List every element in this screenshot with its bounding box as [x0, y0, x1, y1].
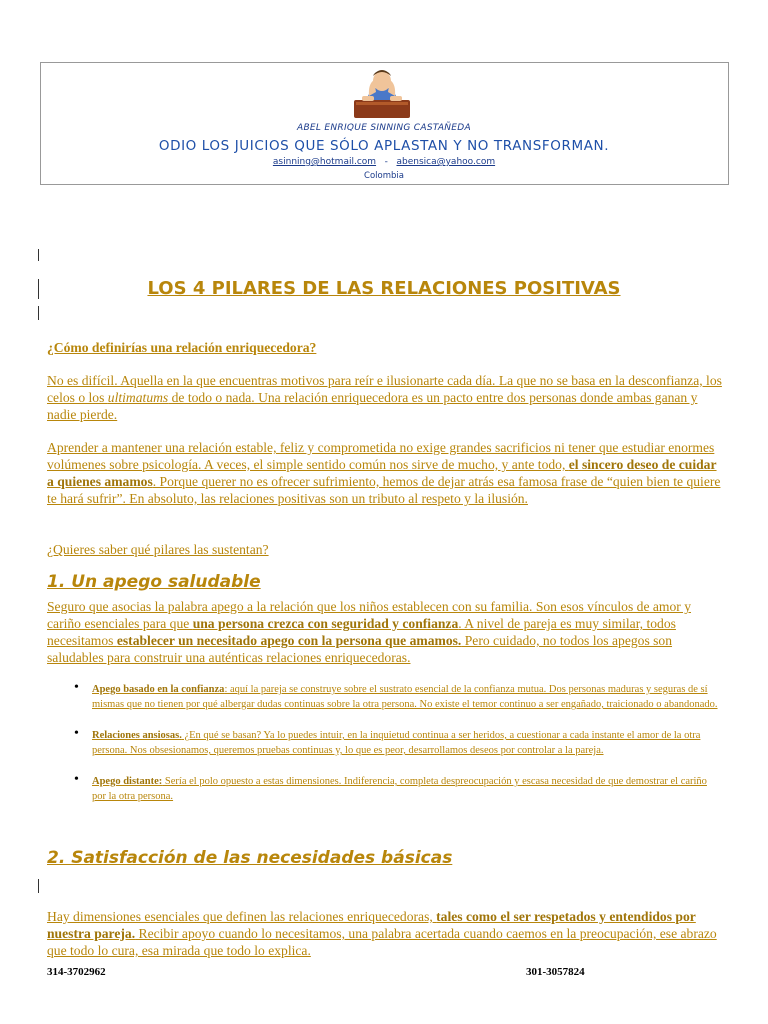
- author-motto: ODIO LOS JUICIOS QUE SÓLO APLASTAN Y NO TRANSFORMAN.: [158, 138, 610, 154]
- section-heading-healthy-attachment: 1. Un apego saludable: [47, 572, 261, 592]
- attachment-types-list: [60, 682, 720, 820]
- contact-emails: [0, 157, 768, 167]
- section-heading-basic-needs: 2. Satisfacción de las necesidades básicas: [47, 848, 453, 868]
- email-link-yahoo[interactable]: abensica@yahoo.com: [396, 157, 496, 167]
- footer-phone-left: 314-3702962: [47, 966, 106, 978]
- email-separator: -: [384, 157, 388, 167]
- paragraph-attachment: Seguro que asocias la palabra apego a la relación que los niños establecen con su familia. Son esos vínculos de amor y cariño esenciales para que una persona crezca con seguridad y confianza. A nivel de pareja es muy similar, todos necesitamos establecer un necesitado apego con la persona que amamos. Pero cuidado, no todos los apegos son saludables para construir una auténticas relaciones enriquecedoras.: [47, 599, 691, 665]
- list-item: • Apego basado en la confianza: aquí la pareja se construye sobre el sustrato esencial de la confianza mutua. Dos personas maduras y seguras de sí mismas que no tienen por qué albergar dudas continuas sobre la otra persona. No existe el temor continuo a ser engañado, traicionado o abandonado.: [60, 682, 720, 712]
- author-name: ABEL ENRIQUE SINNING CASTAÑEDA: [297, 123, 471, 133]
- text-cursor-mark: [38, 279, 39, 299]
- footer-phone-right: 301-3057824: [526, 966, 585, 978]
- list-item: • Relaciones ansiosas. ¿En qué se basan? Ya lo puedes intuir, en la inquietud continua a ser heridos, a cuestionar a cada instante el amor de la otra persona. Nos obsesionamos, queremos pruebas continuas y, lo que es peor, desarrollamos deseos por controlar a la pareja.: [60, 728, 720, 758]
- worried-man-icon: [352, 66, 412, 120]
- country-label: Colombia: [364, 171, 404, 181]
- text-cursor-mark: [38, 249, 39, 261]
- text-cursor-mark: [38, 879, 39, 893]
- text-cursor-mark: [38, 306, 39, 320]
- question-pillars: ¿Quieres saber qué pilares las sustentan?: [47, 542, 269, 557]
- paragraph-basic-needs: Hay dimensiones esenciales que definen las relaciones enriquecedoras, tales como el ser respetados y entendidos por nuestra pareja. Recibir apoyo cuando lo necesitamos, una palabra acertada cuando caemos en la preocupación, ese abrazo que todo lo cura, esa mirada que todo lo explica.: [47, 909, 717, 958]
- email-link-hotmail[interactable]: asinning@hotmail.com: [272, 157, 377, 167]
- paragraph-stable-relationship: Aprender a mantener una relación estable, feliz y comprometida no exige grandes sacrificios ni tener que estudiar enormes volúmenes sobre psicología. A veces, el simple sentido común nos sirve de mucho, y ante todo, el sincero deseo de cuidar a quienes amamos. Porque querer no es ofrecer sufrimiento, hemos de dejar atrás esa famosa frase de “quien bien te quiere te hará sufrir”. En absoluto, las relaciones positivas son un tributo al respeto y la ilusión.: [47, 440, 721, 506]
- question-definition: ¿Cómo definirías una relación enriquecedora?: [47, 340, 317, 355]
- paragraph-intro: No es difícil. Aquella en la que encuentras motivos para reír e ilusionarte cada día. La que no se basa en la desconfianza, los celos o los ultimatums de todo o nada. Una relación enriquecedora es un pacto entre dos personas donde ambas ganan y nadie pierde.: [47, 373, 722, 422]
- list-item: • Apego distante: Sería el polo opuesto a estas dimensiones. Indiferencia, completa despreocupación y escasa necesidad de que demostrar el cariño por la otra persona.: [60, 774, 720, 804]
- article-title: LOS 4 PILARES DE LAS RELACIONES POSITIVAS: [147, 278, 621, 299]
